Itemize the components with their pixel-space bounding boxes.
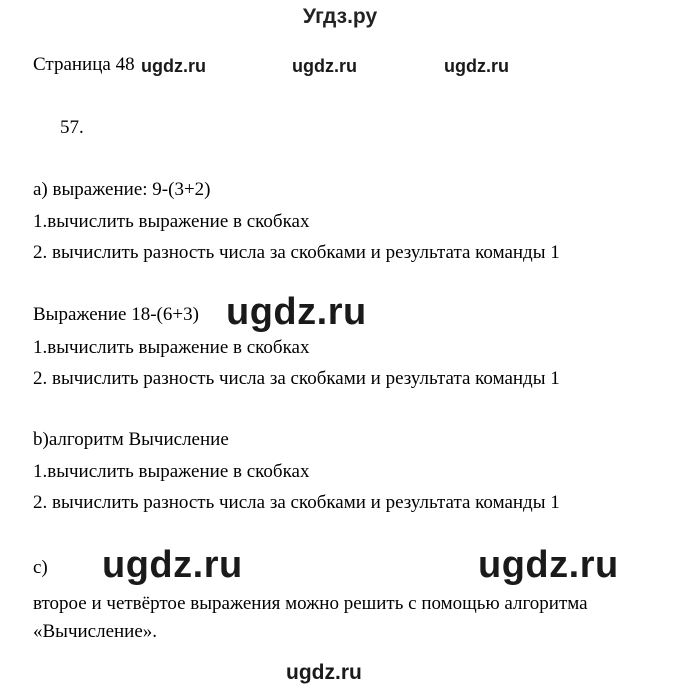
section-expr2-step1: 1.вычислить выражение в скобках [33,337,310,358]
page-label: Страница 48 [33,54,135,75]
watermark-top-3: ugdz.ru [444,56,509,76]
section-c-line2: «Вычисление». [33,621,158,642]
section-a-step1: 1.вычислить выражение в скобках [33,211,310,232]
section-c-line1: второе и четвёртое выражения можно решить с помощью алгоритма [33,593,588,614]
section-b-step1: 1.вычислить выражение в скобках [33,461,310,482]
watermark-top-2: ugdz.ru [292,56,357,76]
section-a-step2: 2. вычислить разность числа за скобками и результата команды 1 [33,242,560,263]
section-expr2-step2: 2. вычислить разность числа за скобками и результата команды 1 [33,368,560,389]
section-b-title: b)алгоритм Вычисление [33,429,229,450]
watermark-mid: ugdz.ru [226,291,367,333]
watermark-lower-right: ugdz.ru [478,544,619,586]
section-a-title: а) выражение: 9-(3+2) [33,179,211,200]
watermark-lower-left: ugdz.ru [102,544,243,586]
section-c-label: с) [33,557,48,578]
site-title[interactable]: Угдз.ру [302,5,378,28]
section-expr2-title: Выражение 18-(6+3) [33,304,199,325]
task-number: 57. [60,117,84,138]
section-b-step2: 2. вычислить разность числа за скобками и результата команды 1 [33,492,560,513]
watermark-top-1: ugdz.ru [141,56,206,76]
watermark-bottom: ugdz.ru [286,661,362,684]
